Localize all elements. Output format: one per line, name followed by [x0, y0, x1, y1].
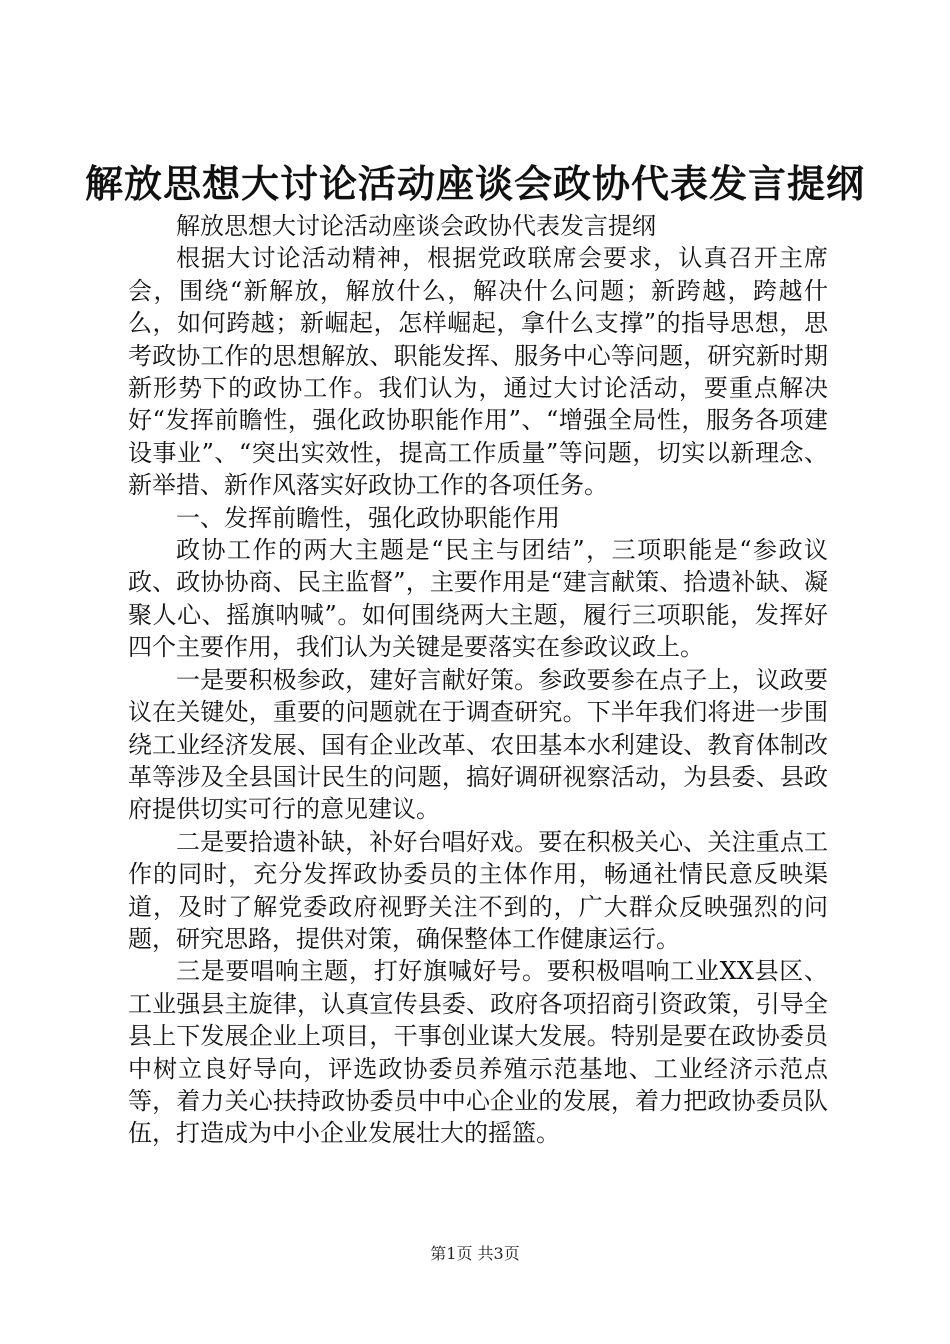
document-body — [128, 210, 828, 1150]
page-number-footer: 第1页 共3页 — [430, 1244, 520, 1263]
paragraph-subtitle: 解放思想大讨论活动座谈会政协代表发言提纲 — [176, 212, 656, 240]
document-title: 解放思想大讨论活动座谈会政协代表发言提纲 — [84, 161, 865, 206]
paragraph-point-1: 一是要积极参政，建好言献好策。参政要参在点子上，议政要议在关键处，重要的问题就在于调查研究。下半年我们将进一步围绕工业经济发展、国有企业改革、农田基本水利建设、教育体制改革等涉及全县国计民生的问题，搞好调研视察活动，为县委、县政府提供切实可行的意见建议。 — [128, 665, 828, 824]
paragraph-section-1: 政协工作的两大主题是“民主与团结”，三项职能是“参政议政、政协协商、民主监督”，主要作用是“建言献策、拾遗补缺、凝聚人心、摇旗呐喊”。如何围绕两大主题，履行三项职能，发挥好四个主要作用，我们认为关键是要落实在参政议政上。 — [128, 536, 828, 662]
paragraph-intro: 根据大讨论活动精神，根据党政联席会要求，认真召开主席会，围绕“新解放，解放什么，解决什么问题；新跨越，跨越什么，如何跨越；新崛起，怎样崛起，拿什么支撑”的指导思想，思考政协工作的思想解放、职能发挥、服务中心等问题，研究新时期新形势下的政协工作。我们认为，通过大讨论活动，要重点解决好“发挥前瞻性，强化政协职能作用”、“增强全局性，服务各项建设事业”、“突出实效性，提高工作质量”等问题，切实以新理念、新举措、新作风落实好政协工作的各项任务。 — [128, 244, 828, 500]
paragraph-point-2: 二是要拾遗补缺，补好台唱好戏。要在积极关心、关注重点工作的同时，充分发挥政协委员的主体作用，畅通社情民意反映渠道，及时了解党委政府视野关注不到的，广大群众反映强烈的问题，研究思路，提供对策，确保整体工作健康运行。 — [128, 827, 828, 953]
section-heading-1: 一、发挥前瞻性，强化政协职能作用 — [176, 503, 560, 532]
paragraph-point-3: 三是要唱响主题，打好旗喊好号。要积极唱响工业XX县区、工业强县主旋律，认真宣传县委、政府各项招商引资政策，引导全县上下发展企业上项目，干事创业谋大发展。特别是要在政协委员中树立良好导向，评选政协委员养殖示范基地、工业经济示范点等，着力关心扶持政协委员中中心企业的发展，着力把政协委员队伍，打造成为中小企业发展壮大的摇篮。 — [128, 957, 828, 1148]
